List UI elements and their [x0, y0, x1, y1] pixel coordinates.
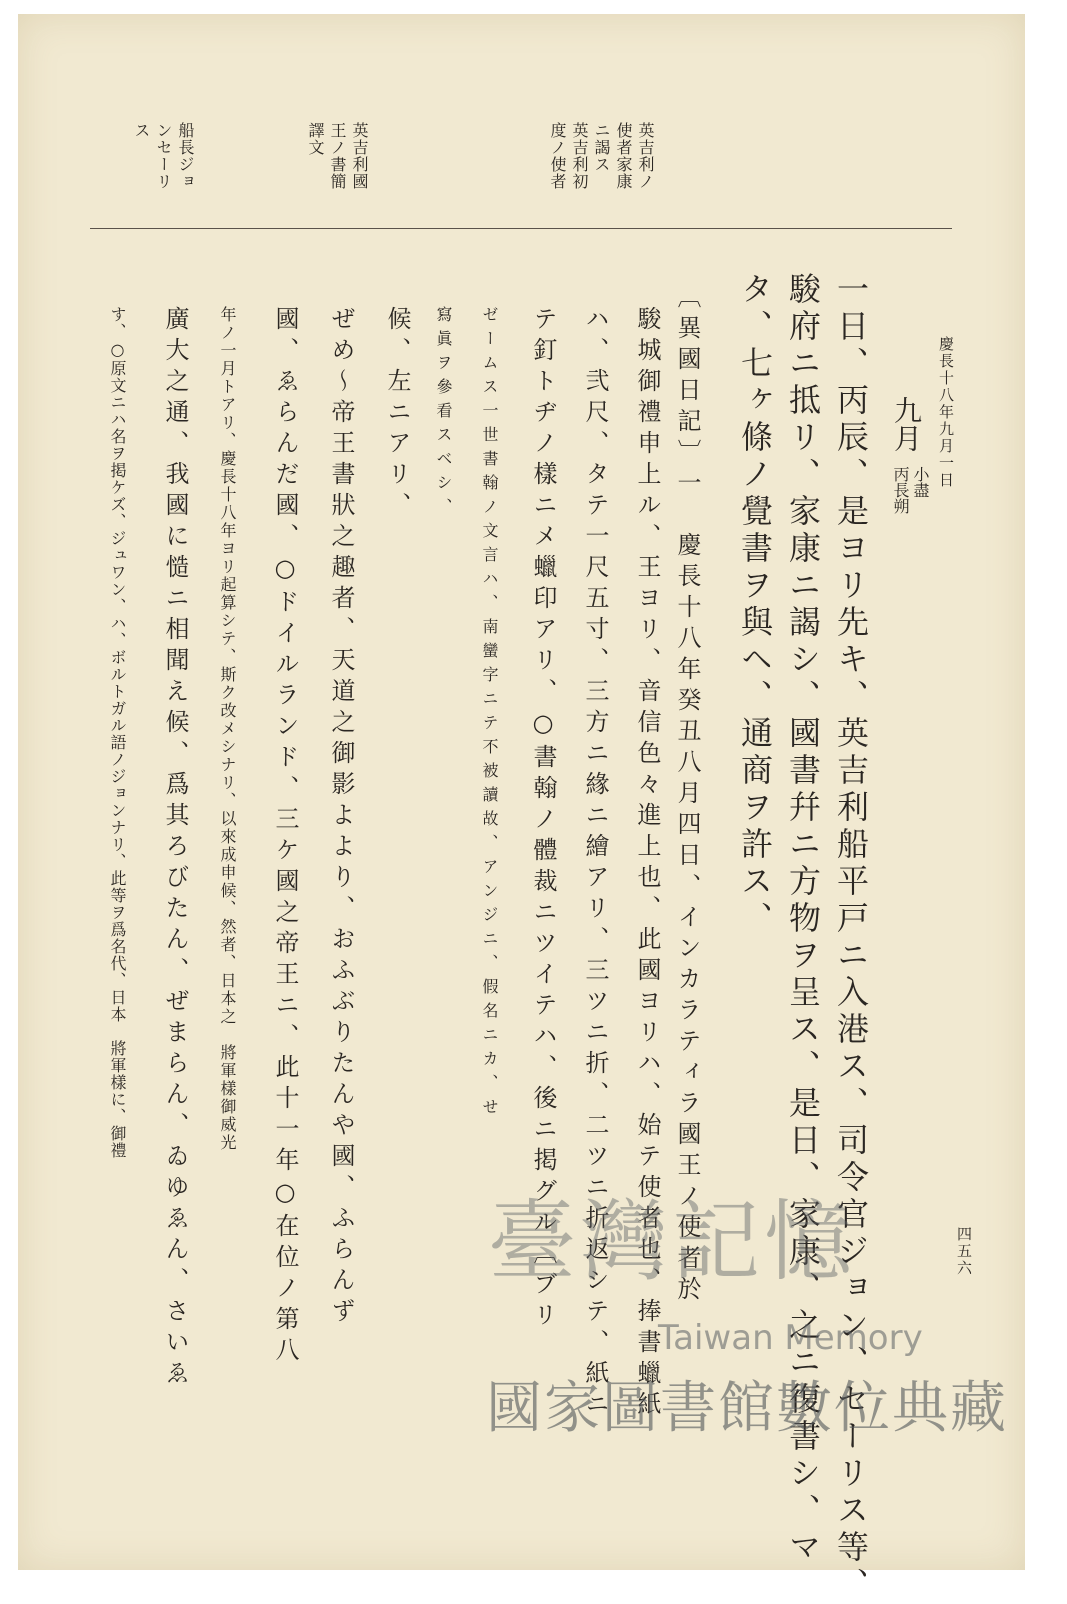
margin-note-captain-saris: 船長ジョ ンセーリ ス — [132, 122, 195, 190]
watermark-subtitle: 國家圖書館數位典藏 — [486, 1376, 1008, 1441]
running-head: 慶長十八年九月一日 — [937, 336, 955, 489]
main-column: 一日、丙辰、是ヨリ先キ、英吉利船平戸ニ入港ス、司令官ジョン、セーリス等、 — [832, 272, 870, 1604]
body-column: 廣大之通、我國に慥ニ相聞え候、爲其ろびたん、ぜまらん、ゐゆゑん、さいゑ — [161, 306, 189, 1391]
margin-note-king-letter: 英吉利國 王ノ書簡 譯文 — [306, 122, 369, 190]
month-note-day: 丙長朔 — [891, 466, 910, 514]
month-subnotes-2 — [884, 466, 917, 514]
body-column: ぜめ〜帝王書狀之趣者、天道之御影よより、おふぶりたんや國、ふらんず — [327, 306, 355, 1329]
body-column: 國、ゑらんだ國、○ドイルランド、三ケ國之帝王ニ、此十一年○在位ノ第八 — [271, 306, 299, 1368]
body-column-note: 年ノ一月トアリ、慶長十八年ヨリ起算シテ、斯ク改メシナリ、以來成申候、然者、日本之 將軍樣御威光 — [218, 306, 237, 1152]
main-column: 駿府ニ抵リ、家康ニ謁シ、國書幷ニ方物ヲ呈ス、是日、家康、之ニ復書シ、マ — [784, 272, 822, 1567]
body-column: テ釘トヂノ樣ニメ蠟印アリ、○書翰ノ體裁ニツイテハ、後ニ掲グル〔ブリ — [529, 306, 557, 1333]
body-column-note: ゼームス一世書翰ノ文言ハ、南蠻字ニテ不被讀故、アンジニ、假名ニカ、せ — [480, 306, 499, 1122]
margin-note-english-envoy: 英吉利ノ 使者家康 ニ謁ス 英吉利初 度ノ使者 — [548, 122, 655, 190]
body-column-note: す、○原文ニハ名ヲ掲ケズ、ジュワン、ハ、ボルトガル語ノジョンナリ、此等ヲ爲名代、日本 將軍樣に、御禮 — [108, 306, 127, 1159]
month-title: 九月 — [890, 396, 923, 452]
header-divider — [90, 228, 952, 229]
watermark-english: Taiwan Memory — [658, 1318, 923, 1358]
page-number: 四五六 — [955, 1226, 973, 1277]
watermark-title: 臺灣記憶 — [488, 1190, 857, 1293]
body-column: 駿城御禮申上ル、王ヨリ、音信色々進上也、此國ヨリハ、始テ使者也、捧書蠟紙 — [633, 306, 661, 1422]
body-column: ハ、弐尺、タテ一尺五寸、三方ニ緣ニ繪アリ、三ツニ折、二ツニ折返シテ、紙ニ — [581, 306, 609, 1422]
main-column: タ、七ヶ條ノ覺書ヲ與ヘ、通商ヲ許ス、 — [736, 272, 774, 938]
body-column-note: 寫眞ヲ參看スベシ、 — [434, 306, 453, 522]
body-column: 候、左ニアリ、 — [383, 306, 411, 523]
month-note-small: 小盡 — [911, 466, 930, 498]
body-column: 〔異國日記〕一 慶長十八年癸丑八月四日、インカラティラ國王ノ使者於 — [673, 284, 701, 1307]
month-heading — [886, 396, 926, 452]
